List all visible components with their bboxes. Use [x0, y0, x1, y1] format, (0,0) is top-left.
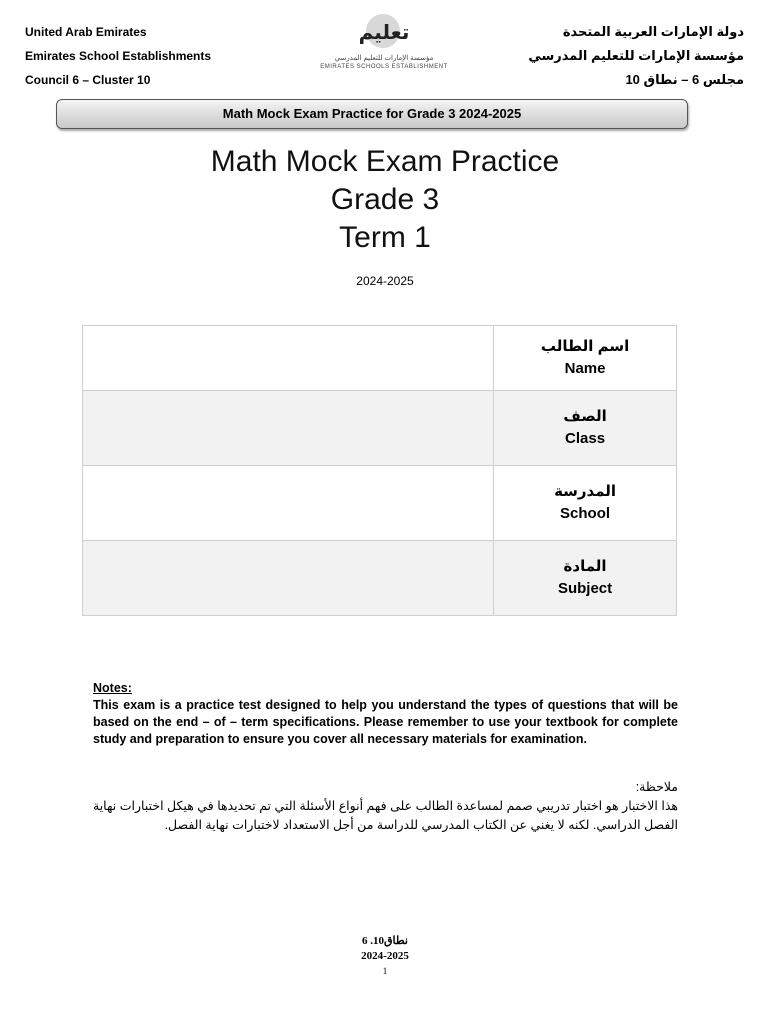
name-label-en: Name: [564, 360, 606, 377]
logo-english-text: EMIRATES SCHOOLS ESTABLISHMENT: [320, 64, 448, 70]
name-field[interactable]: [83, 326, 494, 391]
school-label: [494, 466, 677, 541]
class-label-en: Class: [565, 430, 606, 447]
page-number: 1: [382, 966, 388, 976]
name-label: [494, 326, 677, 391]
title-line-1: Math Mock Exam Practice: [210, 145, 560, 178]
header-council-ar: مجلس 6 – نطاق 10: [625, 72, 744, 87]
footer-year: 2024-2025: [361, 950, 409, 962]
school-label-en: School: [560, 505, 611, 522]
title-banner: Math Mock Exam Practice for Grade 3 2024-2025: [56, 99, 688, 129]
class-label: [494, 391, 677, 466]
notes-text: This exam is a practice test designed to help you understand the types of questions that will be based on the end – of – term specifications. Please remember to use your textbook for complete study and preparation to ensure you cover all necessary materials for examination.: [93, 698, 678, 746]
subject-field[interactable]: [83, 541, 494, 616]
academic-year: 2024-2025: [356, 274, 414, 288]
logo-arabic-text: مؤسسة الإمارات للتعليم المدرسي: [334, 55, 434, 62]
notes-en: [93, 680, 678, 748]
table-row-name: [83, 326, 677, 391]
page-footer: [0, 934, 770, 979]
page-title: [0, 143, 770, 257]
header-left: [25, 20, 211, 92]
title-line-2: Grade 3: [330, 183, 440, 216]
notes-heading-ar: ملاحظة:: [635, 780, 678, 794]
header-country-en: United Arab Emirates: [25, 25, 147, 39]
table-row-class: [83, 391, 677, 466]
header-right: [528, 20, 744, 92]
header-establishment-ar: مؤسسة الإمارات للتعليم المدرسي: [528, 48, 744, 63]
school-field[interactable]: [83, 466, 494, 541]
notes-ar: [93, 778, 678, 835]
table-row-school: [83, 466, 677, 541]
table-row-subject: [83, 541, 677, 616]
logo-word: تعليم: [358, 22, 410, 44]
class-label-ar: الصف: [563, 408, 607, 425]
header-council-en: Council 6 – Cluster 10: [25, 73, 151, 87]
notes-heading: Notes:: [93, 681, 132, 695]
name-label-ar: اسم الطالب: [540, 338, 630, 355]
header-establishment-en: Emirates School Establishments: [25, 49, 212, 63]
subject-label-en: Subject: [557, 580, 613, 597]
footer-cluster: نطاق10. 6: [362, 935, 408, 947]
class-field[interactable]: [83, 391, 494, 466]
notes-text-ar: هذا الاختبار هو اختبار تدريبي صمم لمساعدة الطالب على فهم أنواع الأسئلة التي تم تحديدها في هيكل اختبارات نهاية الفصل الدراسي. لكنه لا يغني عن الكتاب المدرسي للدراسة من أجل الاستعداد لاختبارات نهاية الفصل.: [93, 799, 678, 832]
school-label-ar: المدرسة: [554, 483, 617, 500]
subject-label: [494, 541, 677, 616]
logo-mark: [318, 14, 450, 54]
subject-label-ar: المادة: [563, 558, 607, 575]
student-info-table: [82, 325, 677, 616]
header-country-ar: دولة الإمارات العربية المتحدة: [562, 24, 744, 39]
ese-logo: [318, 14, 450, 74]
title-line-3: Term 1: [339, 221, 431, 254]
